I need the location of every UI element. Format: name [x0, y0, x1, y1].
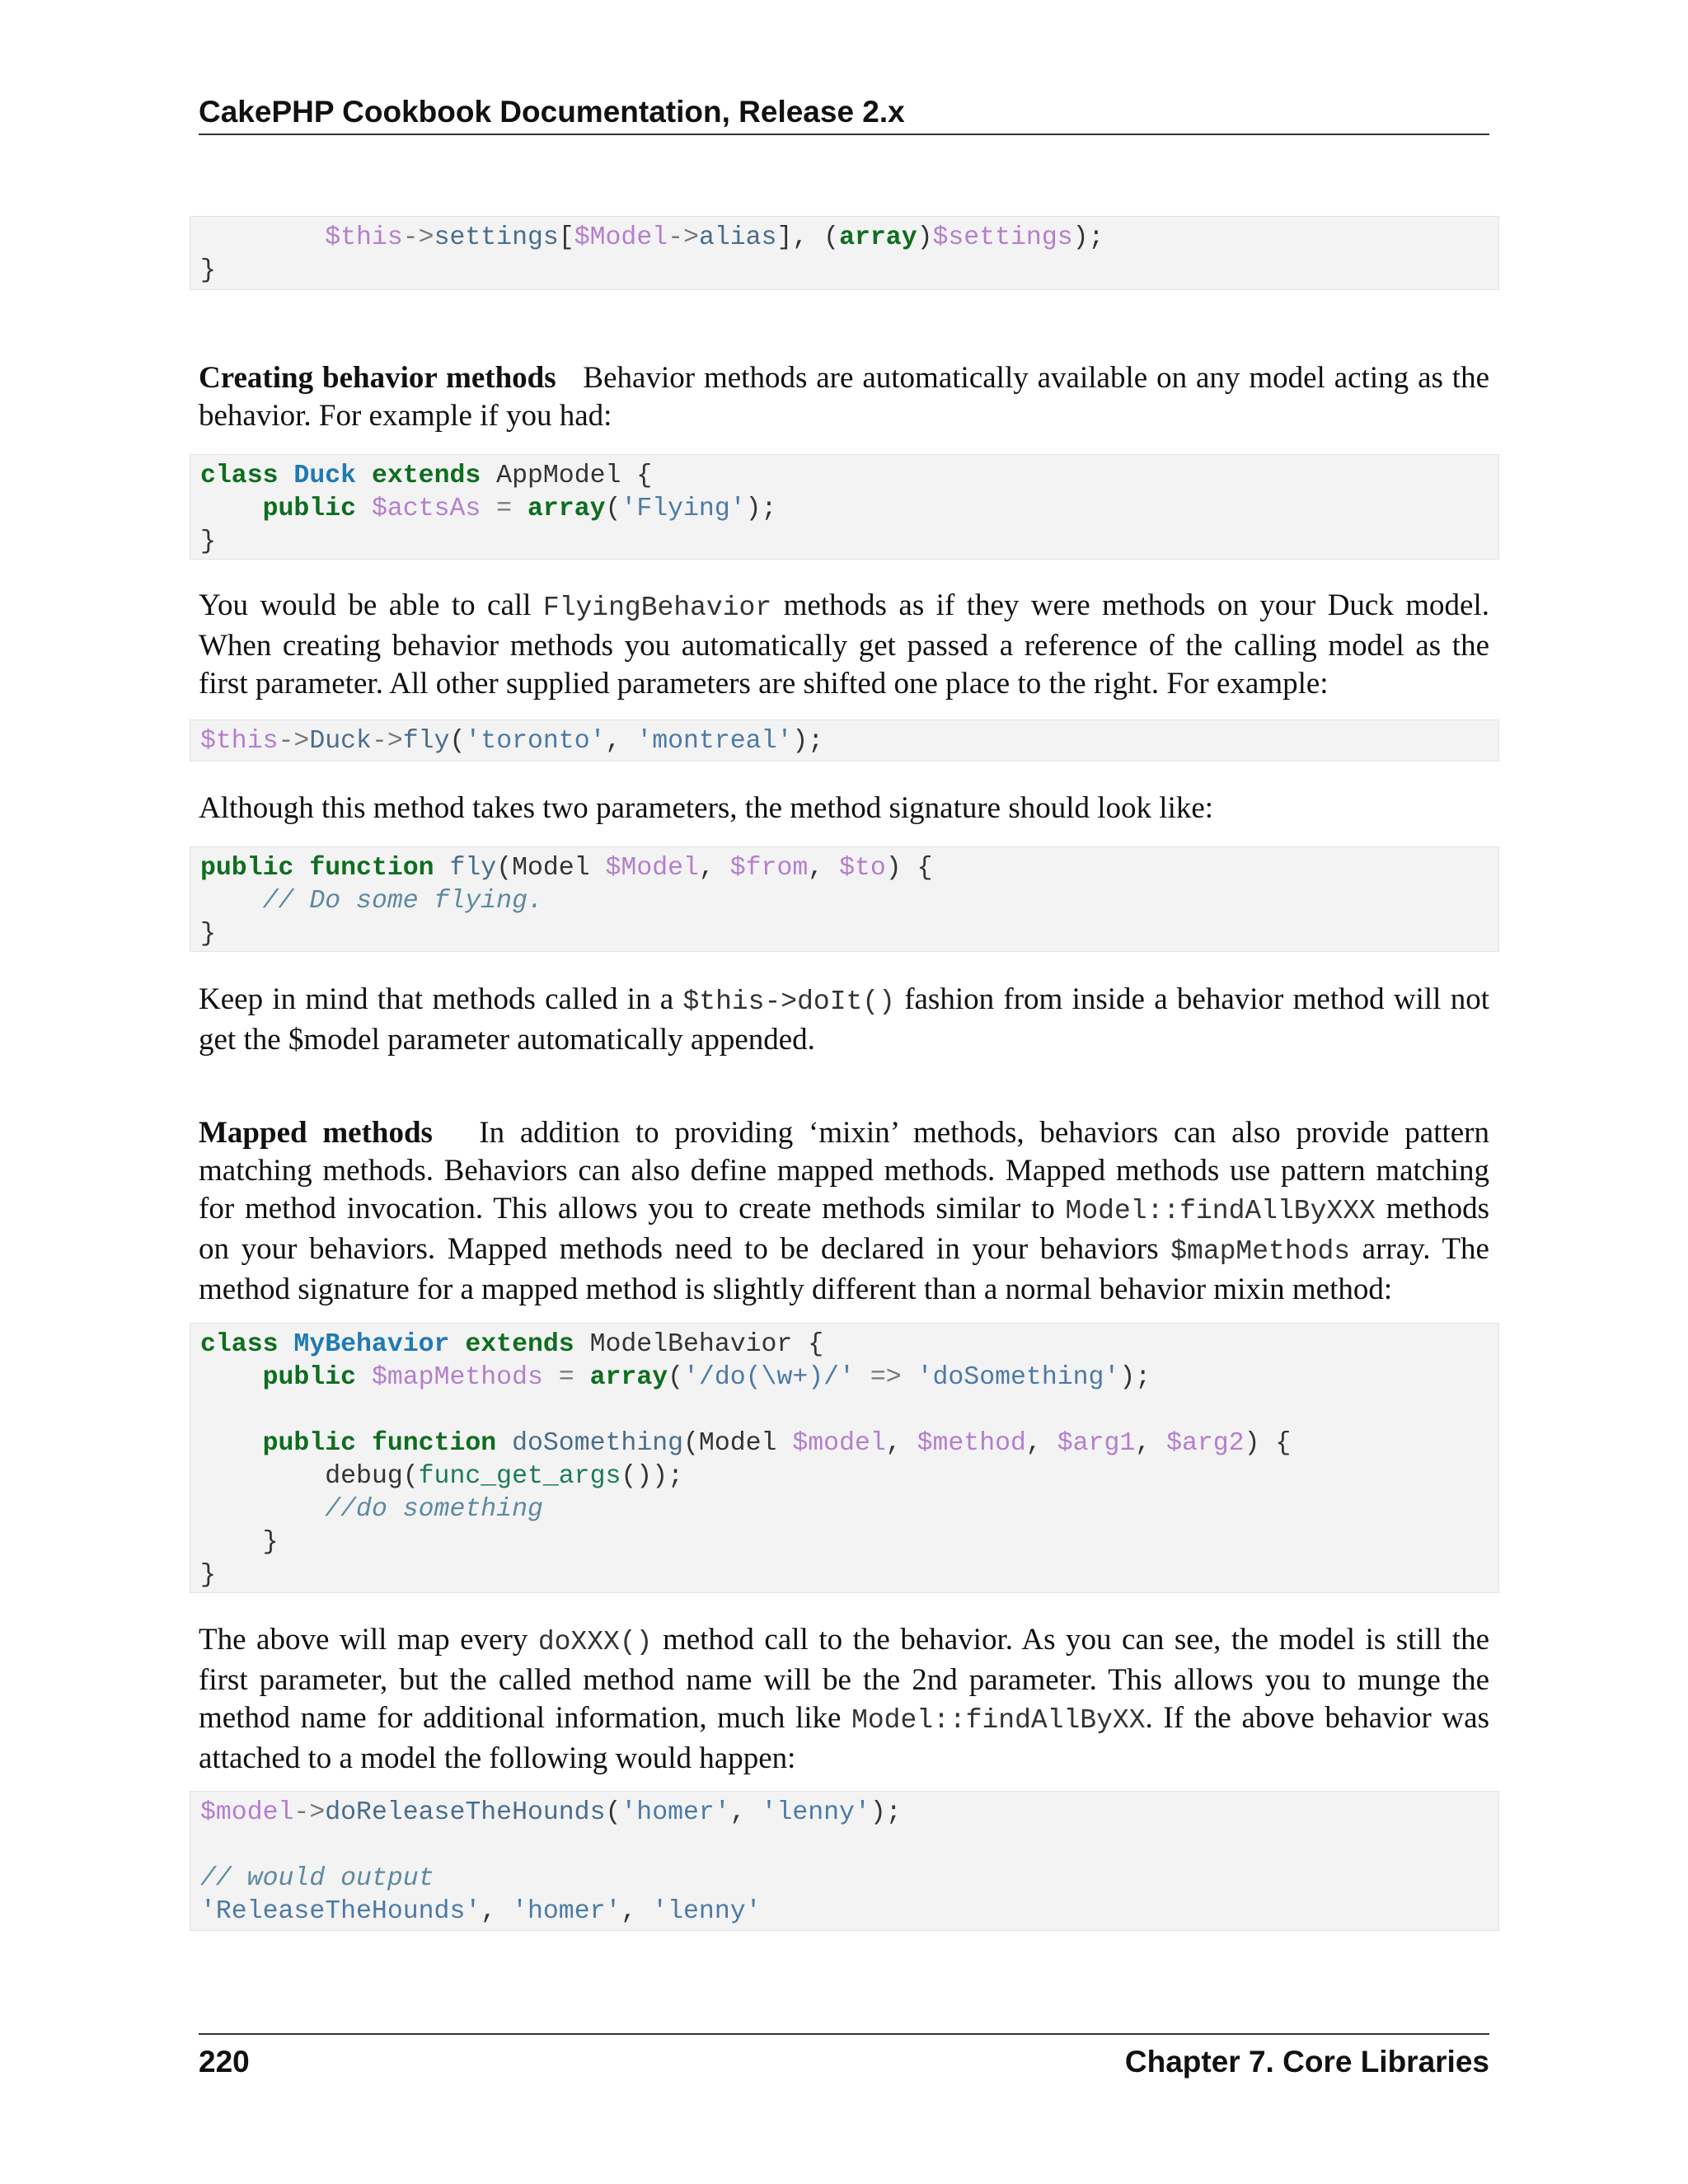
code-line: class Duck extends AppModel { [200, 462, 653, 490]
paragraph-method-signature: Although this method takes two parameters, the method signature should look like: [199, 791, 1214, 825]
code-line: } [200, 1561, 216, 1590]
code-block-release-hounds [190, 1791, 1499, 1931]
code-line: } [200, 920, 216, 949]
paragraph-flying-behavior: You would be able to call FlyingBehavior methods as if they were methods on your Duck model. When creating behavior methods you automatically get passed a reference of the calling model as the first parameter. All other supplied parameters are shifted one place to the right. For example: [199, 588, 1490, 701]
inline-code: FlyingBehavior [542, 593, 772, 623]
code-line: $model->doReleaseTheHounds('homer', 'lenny'); [200, 1798, 902, 1827]
code-line: //do something [325, 1495, 543, 1524]
section-title: Creating behavior methods [199, 361, 556, 395]
code-line: class MyBehavior extends ModelBehavior { [200, 1330, 824, 1359]
inline-code: $mapMethods [1170, 1236, 1351, 1267]
paragraph-creating-behavior-methods: Creating behavior methods Behavior methods are automatically available on any model acting as the behavior. For example if you had: [199, 361, 1490, 433]
inline-code: Model::findAllByXX [851, 1705, 1146, 1736]
code-block-duck [190, 454, 1499, 560]
chapter-title: Chapter 7. Core Libraries [1124, 2045, 1489, 2079]
inline-code: doXXX() [537, 1627, 653, 1657]
header-rule [199, 134, 1489, 135]
code-block-fly-call [190, 719, 1499, 762]
code-line: public $actsAs = array('Flying'); [262, 494, 777, 523]
code-line: } [200, 1528, 279, 1557]
code-line: } [200, 256, 216, 285]
code-line: 'ReleaseTheHounds', 'homer', 'lenny' [200, 1897, 762, 1926]
code-block-mybehavior [190, 1323, 1499, 1593]
paragraph-keep-in-mind: Keep in mind that methods called in a $this->doIt() fashion from inside a behavior method will not get the $model parameter automatically appended. [199, 982, 1490, 1057]
header-title: CakePHP Cookbook Documentation, Release 2.x [199, 95, 905, 129]
code-line: public function fly(Model $Model, $from, $to) { [200, 854, 933, 883]
code-line: public $mapMethods = array('/do(\w+)/' => 'doSomething'); [262, 1363, 1151, 1392]
page-number: 220 [199, 2045, 250, 2079]
code-line: $this->Duck->fly('toronto', 'montreal'); [200, 727, 824, 756]
code-line: debug(func_get_args()); [325, 1462, 684, 1491]
code-line: // Do some flying. [262, 887, 543, 916]
inline-code: $this->doIt() [682, 987, 895, 1017]
footer-rule [199, 2033, 1489, 2035]
inline-code: Model::findAllByXXX [1065, 1196, 1376, 1226]
code-line: $this->settings[$Model->alias], (array)$settings); [325, 223, 1104, 252]
paragraph-map-every-doxxx: The above will map every doXXX() method call to the behavior. As you can see, the model is still the first parameter, but the called method name will be the 2nd parameter. This allows you to munge the method name for additional information, much like Model::findAllByXX. If the above behavior was attached to a model the following would happen: [199, 1623, 1489, 1775]
section-title: Mapped methods [199, 1116, 433, 1150]
code-block-settings [190, 216, 1499, 290]
code-block-fly-signature [190, 846, 1499, 952]
code-line: public function doSomething(Model $model, $method, $arg1, $arg2) { [262, 1429, 1292, 1458]
code-line: } [200, 527, 216, 556]
paragraph-mapped-methods: Mapped methods In addition to providing ‘mixin’ methods, behaviors can also provide pattern matching methods. Behaviors can also define mapped methods. Mapped methods use pattern matching for method invocation. This allows you to create methods similar to Model::findAllByXXX methods on your behaviors. Mapped methods need to be declared in your behaviors $mapMethods array. The method signature for a mapped method is slightly different than a normal behavior mixin method: [199, 1116, 1490, 1306]
code-line: // would output [200, 1864, 434, 1893]
